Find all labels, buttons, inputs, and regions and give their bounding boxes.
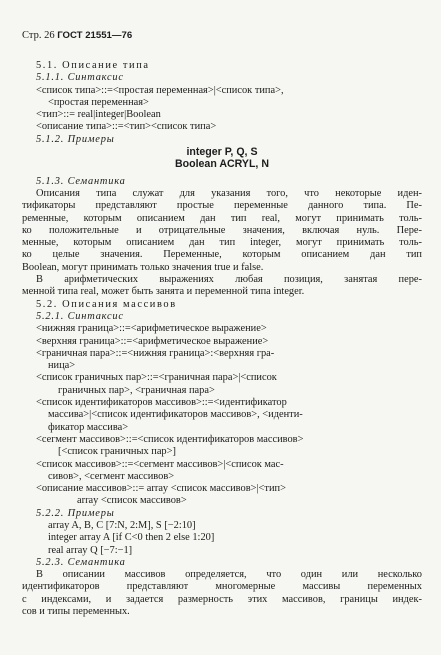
text-line: ременные, которым описанием дан тип real, могут принимать толь- bbox=[22, 212, 422, 224]
text-line: <простая переменная> bbox=[48, 96, 149, 108]
text-line: 5.1.3. Семантика bbox=[36, 175, 126, 187]
text-line: тификаторы представляют простые переменные данного типа. Пе- bbox=[22, 200, 422, 212]
text-line: В описании массивов определяется, что один или несколько bbox=[36, 569, 422, 581]
text-line: сивов>, <сегмент массивов> bbox=[48, 470, 175, 482]
text-line: менные, которым описанием дан тип integer, могут принимать толь- bbox=[22, 237, 422, 249]
text-line: 5.2.3. Семантика bbox=[36, 556, 126, 568]
text-line: Boolean ACRYL, N bbox=[175, 158, 269, 171]
text-line: <описание типа>::=<тип><список типа> bbox=[36, 121, 217, 133]
text-line: integer array A [if C<0 then 2 else 1:20] bbox=[48, 532, 215, 544]
text-line: 5.2.2. Примеры bbox=[36, 507, 115, 519]
text-line: array <список массивов> bbox=[77, 495, 187, 507]
text-line: <граничная пара>::=<нижняя граница>:<верхняя гра- bbox=[36, 347, 275, 359]
text-line: <список идентификаторов массивов>::=<идентификатор bbox=[36, 397, 287, 409]
document-body bbox=[22, 60, 422, 618]
text-line: <список массивов>::=<сегмент массивов>|<список мас- bbox=[36, 458, 284, 470]
text-line: с индексами, и задается размерность этих массивов, границы индек- bbox=[22, 593, 422, 605]
text-line: <список типа>::=<простая переменная>|<список типа>, bbox=[36, 84, 284, 96]
text-line: ко положительные и отрицательные значения, включая нуль. Пере- bbox=[22, 224, 422, 236]
text-line: Описания типа служат для указания того, что некоторые иден- bbox=[36, 187, 422, 199]
text-line: <нижняя граница>::=<арифметическое выражение> bbox=[36, 323, 267, 335]
text-line: <сегмент массивов>::=<список идентификаторов массивов> bbox=[36, 433, 304, 445]
page-number: Стр. 26 bbox=[22, 30, 55, 41]
text-line: ница> bbox=[48, 360, 76, 372]
text-line: фикатор массива> bbox=[48, 421, 129, 433]
text-line: 5.2. Описания массивов bbox=[36, 298, 177, 310]
text-line: <верхняя граница>::=<арифметическое выражение> bbox=[36, 335, 269, 347]
text-line: real array Q [−7:−1] bbox=[48, 544, 133, 556]
text-line: менной типа real, может быть занята и переменной типа integer. bbox=[22, 286, 305, 298]
text-line: граничных пар>, <граничная пара> bbox=[58, 384, 215, 396]
text-line: 5.1. Описание типа bbox=[36, 60, 150, 71]
text-line: массива>|<список идентификаторов массивов>, <иденти- bbox=[48, 409, 303, 421]
text-line: <список граничных пар>::=<граничная пара>|<список bbox=[36, 372, 277, 384]
text-line: [<список граничных пар>] bbox=[58, 446, 176, 458]
text-line: ко целые значения. Переменные, которым описанием дан тип bbox=[22, 249, 422, 261]
text-line: 5.1.1. Синтаксис bbox=[36, 72, 124, 84]
text-line: идентификаторов представляют многомерные массивы переменных bbox=[22, 581, 422, 593]
page-header bbox=[22, 30, 132, 42]
text-line: <тип>::= real|integer|Boolean bbox=[36, 109, 161, 121]
text-line: integer P, Q, S bbox=[186, 146, 258, 159]
standard-code: ГОСТ 21551—76 bbox=[57, 30, 133, 41]
text-line: Boolean, могут принимать только значения true и false. bbox=[22, 261, 264, 273]
text-line: сов и типы переменных. bbox=[22, 606, 130, 618]
text-line: <описание массивов>::= array <список массивов>|<тип> bbox=[36, 483, 286, 495]
text-line: 5.1.2. Примеры bbox=[36, 133, 115, 145]
text-line: 5.2.1. Синтаксис bbox=[36, 310, 124, 322]
text-line: array A, B, C [7:N, 2:M], S [−2:10] bbox=[48, 519, 196, 531]
text-line: В арифметических выражениях любая позиция, занятая пере- bbox=[36, 274, 422, 286]
